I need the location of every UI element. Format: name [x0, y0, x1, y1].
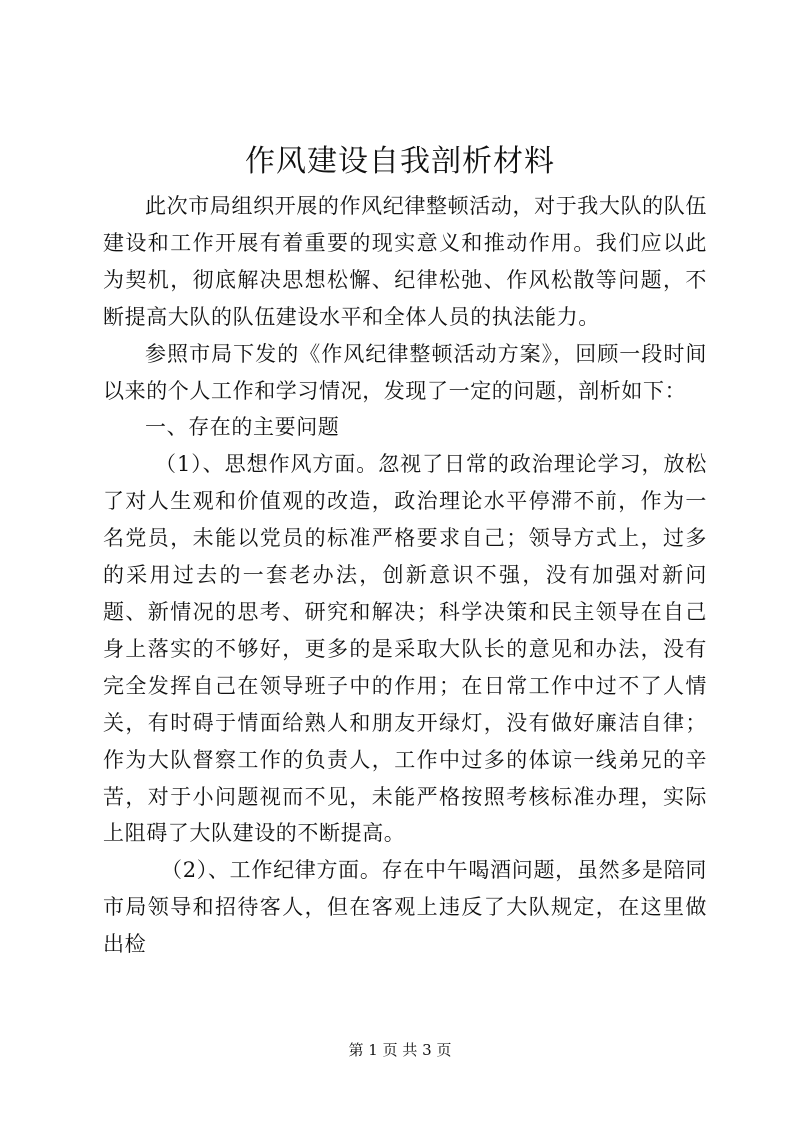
document-title: 作风建设自我剖析材料 [245, 144, 555, 179]
document-body [103, 188, 707, 963]
paragraph-work-discipline: （2）、工作纪律方面。存在中午喝酒问题，虽然多是陪同市局领导和招待客人，但在客观上违反了大队规定，在这里做出检 [103, 858, 707, 957]
paragraph-reference: 参照市局下发的《作风纪律整顿活动方案》，回顾一段时间以来的个人工作和学习情况，发现了一定的问题，剖析如下： [103, 341, 707, 403]
paragraph-intro: 此次市局组织开展的作风纪律整顿活动，对于我大队的队伍建设和工作开展有着重要的现实意义和推动作用。我们应以此为契机，彻底解决思想松懈、纪律松弛、作风松散等问题，不断提高大队的队伍建设水平和全体人员的执法能力。 [103, 194, 707, 329]
section-heading-main-problems: 一、存在的主要问题 [145, 415, 340, 440]
paragraph-ideological-style: （1）、思想作风方面。忽视了日常的政治理论学习，放松了对人生观和价值观的改造，政治理论水平停滞不前，作为一名党员，未能以党员的标准严格要求自己；领导方式上，过多的采用过去的一套老办法，创新意识不强，没有加强对新问题、新情况的思考、研究和解决；科学决策和民主领导在自己身上落实的不够好，更多的是采取大队长的意见和办法，没有完全发挥自己在领导班子中的作用；在日常工作中过不了人情关，有时碍于情面给熟人和朋友开绿灯，没有做好廉洁自律；作为大队督察工作的负责人，工作中过多的体谅一线弟兄的辛苦，对于小问题视而不见，未能严格按照考核标准办理，实际上阻碍了大队建设的不断提高。 [103, 452, 707, 846]
page-footer: 第 1 页 共 3 页 [348, 1041, 452, 1059]
